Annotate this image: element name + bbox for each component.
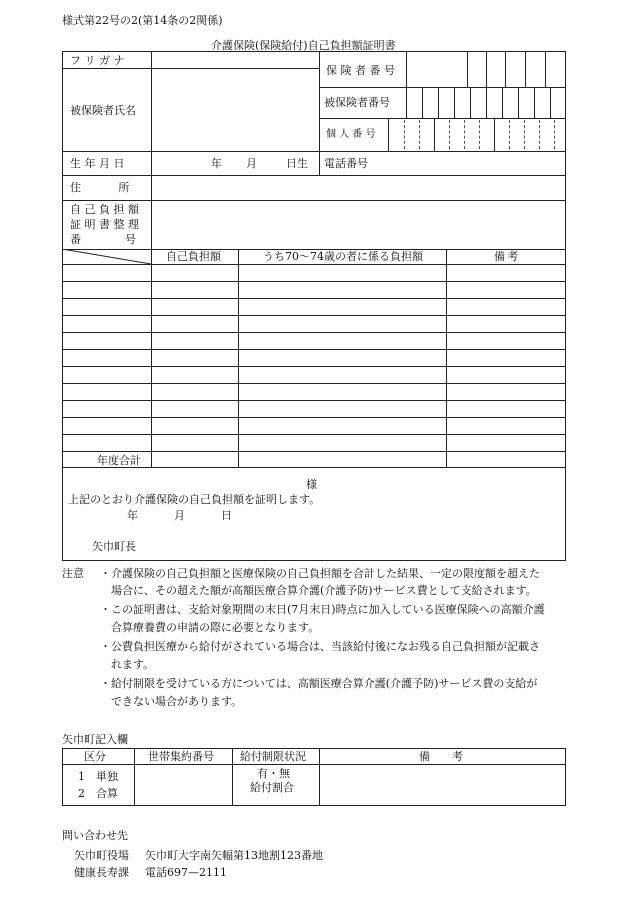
table-row-line <box>62 315 566 316</box>
contact-phone: 電話697—2111 <box>145 866 227 879</box>
certification-statement: 上記のとおり介護保険の自己負担額を証明します。 <box>68 493 321 506</box>
cert-date-day: 日 <box>221 509 232 522</box>
col-remarks-header: 備考 <box>494 250 521 263</box>
cert-number-label-3: 番 号 <box>70 233 136 246</box>
restriction-ratio: 給付割合 <box>250 781 294 794</box>
phone-label: 電話番号 <box>324 157 368 170</box>
town-col-restriction: 給付制限状況 <box>240 750 306 763</box>
table-row-line <box>62 417 566 418</box>
contact-dept: 健康長寿課 <box>74 866 129 879</box>
note-line: ・公費負担医療から給付がされている場合は、当該給付後になお残る自己負担額が記載さ <box>100 640 540 653</box>
address-label: 住 所 <box>70 181 131 194</box>
town-col-household: 世帯集約番号 <box>148 750 214 763</box>
sama-label: 様 <box>306 478 317 491</box>
table-row-line <box>62 434 566 435</box>
table-row-line <box>62 366 566 367</box>
dob-label: 生 年 月 日 <box>70 157 125 170</box>
dob-month-label: 月 <box>246 157 257 170</box>
cert-number-label-2: 証 明 書 整 理 <box>70 218 139 231</box>
contact-address: 矢巾町大字南矢幅第13地割123番地 <box>145 849 323 862</box>
cert-number-label-1: 自 己 負 担 額 <box>70 203 139 216</box>
personal-number-label: 個 人 番 号 <box>326 129 376 140</box>
note-line: 場合に、その超えた額が高額医療合算介護(介護予防)サービス費として支給されます。 <box>111 584 537 597</box>
insured-name-label: 被保険者氏名 <box>70 104 136 117</box>
table-row-line <box>62 400 566 401</box>
dob-day-label: 日生 <box>286 157 308 170</box>
town-section-title: 矢巾町記入欄 <box>62 733 128 746</box>
form-title: 介護保険(保険給付)自己負担額証明書 <box>211 39 396 52</box>
table-row-line <box>62 298 566 299</box>
cert-date-year: 年 <box>127 509 138 522</box>
total-row-label: 年度合計 <box>97 454 141 467</box>
contact-title: 問い合わせ先 <box>62 829 128 842</box>
table-row-line <box>62 349 566 350</box>
table-row-line <box>62 383 566 384</box>
town-col-remarks: 備 考 <box>419 750 463 763</box>
insured-number-label: 被保険者番号 <box>324 96 390 109</box>
note-line: ・介護保険の自己負担額と医療保険の自己負担額を合計した結果、一定の限度額を超えた <box>100 567 540 580</box>
table-row-line <box>62 332 566 333</box>
col-age-70-74-header: うち70～74歳の者に係る負担額 <box>263 250 423 263</box>
category-option-2: 2 合算 <box>78 787 118 800</box>
town-section-table <box>62 748 566 806</box>
note-line: れます。 <box>111 658 155 671</box>
header-diagonal <box>62 249 151 264</box>
note-line: できない場合があります。 <box>111 695 243 708</box>
note-line: ・給付制限を受けている方については、高額医療合算介護(介護予防)サービス費の支給が <box>100 677 538 690</box>
note-line: 合算療養費の申請の際に必要となります。 <box>111 621 320 634</box>
category-option-1: 1 単独 <box>78 770 118 783</box>
table-row-line <box>62 451 566 452</box>
form-number: 様式第22号の2(第14条の2関係) <box>62 14 223 27</box>
col-self-pay-header: 自己負担額 <box>166 250 221 263</box>
insurer-number-label: 保 険 者 番 号 <box>326 64 395 77</box>
note-line: ・この証明書は、支給対象期間の末日(7月末日)時点に加入している医療保険への高額介護 <box>100 603 545 616</box>
notes-label: 注意 <box>62 567 84 580</box>
table-row-line <box>62 281 566 282</box>
dob-year-label: 年 <box>211 157 222 170</box>
table-row-line <box>62 264 566 265</box>
town-col-category: 区分 <box>84 750 106 763</box>
contact-office: 矢巾町役場 <box>74 849 129 862</box>
restriction-yes-no: 有・無 <box>257 767 290 780</box>
furigana-label: フ リ ガ ナ <box>70 54 125 67</box>
signer: 矢巾町長 <box>92 540 136 553</box>
cert-date-month: 月 <box>174 509 185 522</box>
